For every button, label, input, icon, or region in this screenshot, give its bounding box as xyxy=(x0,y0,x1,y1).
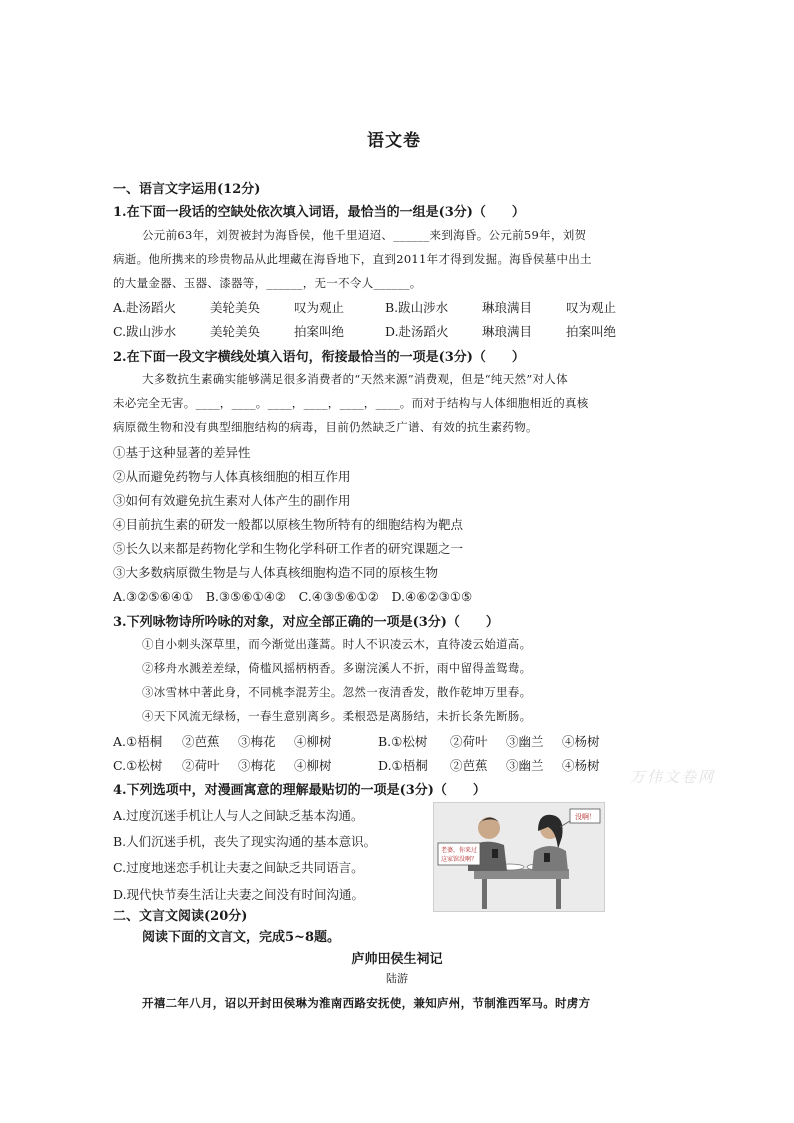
q2-item: ①基于这种显著的差异性 xyxy=(113,445,251,460)
section1-heading: 一、语言文字运用(12分) xyxy=(113,182,261,197)
q1-option-d-1: D.赴汤蹈火 xyxy=(385,324,449,339)
section2-intro: 阅读下面的文言文，完成5~8题。 xyxy=(142,930,340,945)
article-author: 陆游 xyxy=(386,972,408,985)
q4-option-a: A.过度沉迷手机让人与人之间缺乏基本沟通。 xyxy=(113,808,364,823)
q3-option-a-3: ③梅花 xyxy=(238,734,276,749)
q3-option-b-2: ②荷叶 xyxy=(450,734,488,749)
q1-option-d-2: 琳琅满目 xyxy=(482,324,533,339)
q2-options: A.③②⑤⑥④① B.③⑤⑥①④② C.④③⑤⑥①② D.④⑥②③①⑤ xyxy=(113,589,473,604)
q2-passage-line: 大多数抗生素确实能够满足很多消费者的“天然来源”消费观，但是“纯天然”对人体 xyxy=(142,372,568,386)
q2-passage-line: 病原微生物和没有典型细胞结构的病毒，目前仍然缺乏广谱、有效的抗生素药物。 xyxy=(113,420,538,434)
q3-poem: ③冰雪林中著此身，不同桃李混芳尘。忽然一夜清香发，散作乾坤万里春。 xyxy=(142,685,532,699)
q4-stem: 4.下列选项中，对漫画寓意的理解最贴切的一项是(3分)（ ） xyxy=(113,783,486,798)
cartoon-bubble-right: 没啊！ xyxy=(575,813,596,821)
q1-option-c-1: C.跋山涉水 xyxy=(113,324,177,339)
page-title: 语文卷 xyxy=(367,131,421,151)
q3-option-d-2: ②芭蕉 xyxy=(450,758,488,773)
q3-poem: ④天下风流无绿杨，一春生意别离乡。柔根恐是离肠结，未折长条先断肠。 xyxy=(142,709,532,723)
article-title: 庐帅田侯生祠记 xyxy=(351,952,443,967)
q1-option-a-2: 美轮美奂 xyxy=(210,300,261,315)
cartoon-image xyxy=(433,802,605,912)
q2-item: ④目前抗生素的研发一般都以原核生物所特有的细胞结构为靶点 xyxy=(113,517,464,532)
q1-passage-line: 病逝。他所携来的珍贵物品从此埋藏在海昏地下，直到2011年才得到发掘。海昏侯墓中出土 xyxy=(113,252,592,266)
q2-item: ③如何有效避免抗生素对人体产生的副作用 xyxy=(113,493,351,508)
q1-option-c-3: 拍案叫绝 xyxy=(294,324,345,339)
q2-item: ⑤长久以来都是药物化学和生物化学科研工作者的研究课题之一 xyxy=(113,541,464,556)
q3-option-c-2: ②荷叶 xyxy=(182,758,220,773)
q4-option-d: D.现代快节奏生活让夫妻之间没有时间沟通。 xyxy=(113,887,365,902)
q1-option-b-2: 琳琅满目 xyxy=(482,300,533,315)
q3-option-c-1: C.①松树 xyxy=(113,758,163,773)
q3-option-c-3: ③梅花 xyxy=(238,758,276,773)
q1-option-a-3: 叹为观止 xyxy=(294,300,345,315)
q3-option-d-3: ③幽兰 xyxy=(506,758,544,773)
cartoon-bubble-left-line-2: 这家馆没啊？ xyxy=(441,856,478,863)
q3-option-d-1: D.①梧桐 xyxy=(378,758,428,773)
q1-option-b-3: 叹为观止 xyxy=(566,300,617,315)
q2-item: ②从而避免药物与人体真核细胞的相互作用 xyxy=(113,469,351,484)
q4-option-b: B.人们沉迷手机，丧失了现实沟通的基本意识。 xyxy=(113,834,377,849)
article-first-line: 开禧二年八月，诏以开封田侯琳为淮南西路安抚使，兼知庐州，节制淮西军马。时虏方 xyxy=(142,996,591,1010)
q3-option-b-3: ③幽兰 xyxy=(506,734,544,749)
q1-option-d-3: 拍案叫绝 xyxy=(566,324,617,339)
q4-option-c: C.过度地迷恋手机让夫妻之间缺乏共同语言。 xyxy=(113,860,364,875)
q3-option-a-4: ④柳树 xyxy=(294,734,332,749)
q1-option-a-1: A.赴汤蹈火 xyxy=(113,300,177,315)
q3-poem: ②移舟水溅差差绿，倚槛风摇柄柄香。多谢浣溪人不折，雨中留得盖鸳鸯。 xyxy=(142,661,532,675)
q2-passage-line: 未必完全无害。____，____。____，____，____，____。而对于结构与人体细胞相近的真核 xyxy=(113,396,589,410)
q3-option-b-1: B.①松树 xyxy=(378,734,428,749)
q3-option-d-4: ④杨树 xyxy=(562,758,600,773)
q3-option-a-1: A.①梧桐 xyxy=(113,734,163,749)
q1-stem: 1.在下面一段话的空缺处依次填入词语，最恰当的一组是(3分)（ ） xyxy=(113,205,525,220)
q3-option-c-4: ④柳树 xyxy=(294,758,332,773)
q2-stem: 2.在下面一段文字横线处填入语句，衔接最恰当的一项是(3分)（ ） xyxy=(113,350,525,365)
q1-option-b-1: B.跋山涉水 xyxy=(385,300,449,315)
q1-option-c-2: 美轮美奂 xyxy=(210,324,261,339)
cartoon-bubble-left-line-1: 老婆，你来过 xyxy=(441,847,478,854)
section2-heading: 二、文言文阅读(20分) xyxy=(113,909,248,924)
q3-stem: 3.下列咏物诗所吟咏的对象，对应全部正确的一项是(3分)（ ） xyxy=(113,615,499,630)
watermark: 万伟文卷网 xyxy=(630,768,716,786)
q1-passage-line: 公元前63年，刘贺被封为海昏侯，他千里迢迢、______来到海昏。公元前59年，刘贺 xyxy=(142,228,587,242)
cartoon-illustration xyxy=(434,803,604,911)
q3-option-a-2: ②芭蕉 xyxy=(182,734,220,749)
q3-option-b-4: ④杨树 xyxy=(562,734,600,749)
q2-item: ③大多数病原微生物是与人体真核细胞构造不同的原核生物 xyxy=(113,565,439,580)
q1-passage-line: 的大量金器、玉器、漆器等，______，无一不令人______。 xyxy=(113,276,422,290)
q3-poem: ①自小刺头深草里，而今渐觉出蓬蒿。时人不识凌云木，直待凌云始道高。 xyxy=(142,637,532,651)
